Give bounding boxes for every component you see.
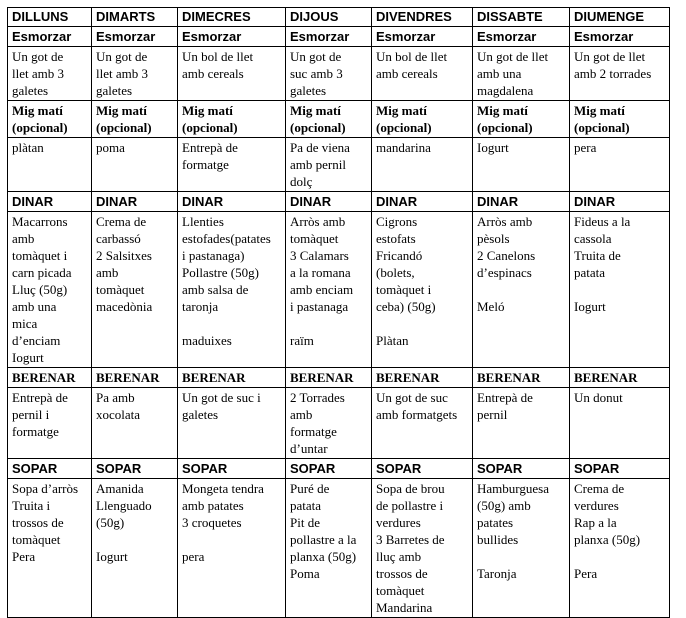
menu-item-line: (50g) amb [477, 498, 531, 513]
meal-items-row [8, 479, 670, 618]
menu-cell-saturday [473, 138, 570, 192]
menu-item-line: Poma [290, 566, 320, 581]
menu-item-line: d’espinacs [477, 265, 532, 280]
meal-label: DINAR [473, 192, 570, 212]
weekly-menu-table [7, 7, 670, 618]
menu-item-line: Lluç (50g) [12, 282, 68, 297]
menu-item-line: pollastre a la [290, 532, 357, 547]
menu-item-line: Sopa d’arròs [12, 481, 79, 496]
menu-item-line: verdures [376, 515, 421, 530]
menu-item-line: 2 Salsitxes [96, 248, 152, 263]
menu-item-line: Puré de [290, 481, 330, 496]
menu-item-line: Cigrons [376, 214, 418, 229]
meal-items-row [8, 47, 670, 101]
menu-item-line [376, 315, 470, 332]
menu-item-line: lluç amb [376, 549, 422, 564]
meal-label: Mig matí (opcional) [372, 101, 473, 138]
menu-item-line: xocolata [96, 407, 141, 422]
meal-label: Mig matí (opcional) [92, 101, 178, 138]
menu-item-line [182, 531, 283, 548]
menu-cell-saturday [473, 479, 570, 618]
menu-item-line: amb una [477, 66, 522, 81]
menu-item-line: amb cereals [182, 66, 244, 81]
menu-item-line: pernil i [12, 407, 50, 422]
menu-item-line: (bolets, [376, 265, 415, 280]
menu-item-line: Fricandó [376, 248, 423, 263]
menu-item-line: patates [477, 515, 514, 530]
meal-label: BERENAR [473, 368, 570, 388]
menu-item-line: Truita de [574, 248, 621, 263]
menu-item-line: Taronja [477, 566, 517, 581]
menu-cell-monday [8, 138, 92, 192]
menu-item-line: amb [290, 407, 313, 422]
menu-item-line: estofades(patates [182, 231, 271, 246]
menu-item-line: Pa amb [96, 390, 135, 405]
menu-item-line: Truita i [12, 498, 51, 513]
menu-item-line: Llenguado [96, 498, 152, 513]
menu-item-line: tomàquet i [12, 248, 68, 263]
menu-item-line: amb [96, 265, 119, 280]
meal-label: SOPAR [178, 459, 286, 479]
menu-table-body [8, 8, 670, 618]
meal-label: BERENAR [178, 368, 286, 388]
menu-item-line: planxa (50g) [574, 532, 641, 547]
menu-item-line: Hamburguesa [477, 481, 549, 496]
menu-cell-tuesday [92, 138, 178, 192]
menu-item-line: amb salsa de [182, 282, 249, 297]
meal-label: Esmorzar [8, 27, 92, 47]
menu-cell-monday [8, 47, 92, 101]
menu-item-line: maduixes [182, 333, 232, 348]
meal-label: Esmorzar [178, 27, 286, 47]
meal-label: BERENAR [8, 368, 92, 388]
menu-item-line: raïm [290, 333, 314, 348]
menu-item-line: Arròs amb [477, 214, 533, 229]
meal-header-row [8, 192, 670, 212]
menu-item-line: galetes [12, 83, 49, 98]
menu-cell-sunday [570, 388, 670, 459]
meal-header-row [8, 368, 670, 388]
menu-cell-tuesday [92, 47, 178, 101]
menu-item-line: Un got de [290, 49, 342, 64]
meal-label: Esmorzar [570, 27, 670, 47]
menu-cell-thursday [286, 138, 372, 192]
menu-cell-saturday [473, 47, 570, 101]
menu-item-line: 2 Torrades [290, 390, 345, 405]
menu-item-line [477, 548, 567, 565]
meal-label: DINAR [92, 192, 178, 212]
menu-item-line: carn picada [12, 265, 72, 280]
menu-item-line [574, 281, 667, 298]
menu-item-line: magdalena [477, 83, 534, 98]
menu-cell-tuesday [92, 388, 178, 459]
menu-item-line: planxa (50g) [290, 549, 357, 564]
menu-item-line: Crema de [96, 214, 147, 229]
menu-cell-tuesday [92, 212, 178, 368]
menu-item-line: llet amb 3 [96, 66, 148, 81]
menu-item-line: Iogurt [96, 549, 128, 564]
menu-item-line: formatge [12, 424, 59, 439]
menu-item-line: dolç [290, 174, 313, 189]
menu-item-line: Pa de viena [290, 140, 350, 155]
menu-item-line: Rap a la [574, 515, 617, 530]
menu-cell-thursday [286, 47, 372, 101]
menu-item-line: d’enciam [12, 333, 61, 348]
meal-items-row [8, 212, 670, 368]
menu-item-line: Meló [477, 299, 505, 314]
menu-cell-saturday [473, 388, 570, 459]
meal-label: SOPAR [473, 459, 570, 479]
menu-cell-thursday [286, 212, 372, 368]
meal-header-row [8, 459, 670, 479]
menu-item-line: mandarina [376, 140, 431, 155]
menu-item-line: Un got de [12, 49, 64, 64]
meal-label: BERENAR [92, 368, 178, 388]
meal-label: Mig matí (opcional) [286, 101, 372, 138]
menu-cell-monday [8, 212, 92, 368]
menu-item-line: ceba) (50g) [376, 299, 436, 314]
day-header-row [8, 8, 670, 27]
menu-item-line: taronja [182, 299, 219, 314]
menu-item-line: amb patates [182, 498, 244, 513]
meal-label: SOPAR [92, 459, 178, 479]
menu-item-line: amb 2 torrades [574, 66, 652, 81]
menu-item-line: trossos de [12, 515, 64, 530]
meal-items-row [8, 388, 670, 459]
menu-item-line: macedònia [96, 299, 153, 314]
menu-item-line: poma [96, 140, 125, 155]
menu-item-line: pera [182, 549, 205, 564]
menu-item-line: Entrepà de [182, 140, 238, 155]
menu-item-line: tomàquet [12, 532, 61, 547]
menu-item-line: Macarrons [12, 214, 68, 229]
menu-item-line: Pit de [290, 515, 320, 530]
menu-item-line: pera [574, 140, 597, 155]
menu-item-line: tomàquet [290, 231, 339, 246]
meal-header-row [8, 101, 670, 138]
menu-item-line: Un bol de llet [376, 49, 448, 64]
menu-cell-saturday [473, 212, 570, 368]
meal-label: Esmorzar [92, 27, 178, 47]
menu-item-line [182, 315, 283, 332]
menu-cell-sunday [570, 138, 670, 192]
day-header-friday: DIVENDRES [372, 8, 473, 27]
menu-item-line: galetes [182, 407, 219, 422]
menu-item-line: Un bol de llet [182, 49, 254, 64]
menu-item-line: i pastanaga) [182, 248, 245, 263]
menu-cell-friday [372, 388, 473, 459]
menu-item-line: patata [574, 265, 606, 280]
menu-cell-wednesday [178, 212, 286, 368]
menu-cell-wednesday [178, 138, 286, 192]
menu-item-line: Llenties [182, 214, 224, 229]
menu-item-line: estofats [376, 231, 416, 246]
meal-label: DINAR [372, 192, 473, 212]
meal-label: Mig matí (opcional) [570, 101, 670, 138]
menu-item-line: amb cereals [376, 66, 438, 81]
meal-label: Esmorzar [473, 27, 570, 47]
menu-item-line: 3 croquetes [182, 515, 242, 530]
menu-cell-thursday [286, 388, 372, 459]
meal-label: DINAR [8, 192, 92, 212]
meal-label: BERENAR [570, 368, 670, 388]
meal-label: SOPAR [372, 459, 473, 479]
meal-header-row [8, 27, 670, 47]
meal-label: BERENAR [286, 368, 372, 388]
menu-item-line: Mongeta tendra [182, 481, 264, 496]
menu-cell-tuesday [92, 479, 178, 618]
menu-cell-friday [372, 138, 473, 192]
menu-item-line: Fideus a la [574, 214, 631, 229]
menu-item-line: pernil [477, 407, 508, 422]
menu-item-line [477, 281, 567, 298]
meal-label: Esmorzar [286, 27, 372, 47]
menu-item-line: de pollastre i [376, 498, 444, 513]
menu-item-line: mica [12, 316, 38, 331]
menu-item-line: carbassó [96, 231, 141, 246]
day-header-thursday: DIJOUS [286, 8, 372, 27]
menu-item-line: verdures [574, 498, 619, 513]
day-header-tuesday: DIMARTS [92, 8, 178, 27]
menu-item-line: Plàtan [376, 333, 409, 348]
menu-item-line [574, 548, 667, 565]
menu-item-line: Crema de [574, 481, 625, 496]
menu-item-line: (50g) [96, 515, 125, 530]
menu-cell-sunday [570, 479, 670, 618]
menu-item-line: Arròs amb [290, 214, 346, 229]
menu-item-line: 2 Canelons [477, 248, 536, 263]
menu-cell-friday [372, 479, 473, 618]
menu-item-line: Iogurt [574, 299, 606, 314]
menu-item-line: Pollastre (50g) [182, 265, 259, 280]
meal-items-row [8, 138, 670, 192]
meal-label: SOPAR [286, 459, 372, 479]
menu-cell-friday [372, 212, 473, 368]
menu-item-line: Un got de suc i [182, 390, 261, 405]
menu-cell-wednesday [178, 479, 286, 618]
menu-item-line: a la romana [290, 265, 351, 280]
day-header-saturday: DISSABTE [473, 8, 570, 27]
menu-cell-wednesday [178, 388, 286, 459]
menu-item-line: Pera [12, 549, 36, 564]
menu-item-line: galetes [290, 83, 327, 98]
menu-cell-wednesday [178, 47, 286, 101]
menu-item-line: d’untar [290, 441, 328, 456]
meal-label: SOPAR [570, 459, 670, 479]
menu-item-line: Un got de [96, 49, 148, 64]
menu-item-line: i pastanaga [290, 299, 349, 314]
menu-item-line: amb enciam [290, 282, 354, 297]
meal-label: SOPAR [8, 459, 92, 479]
meal-label: BERENAR [372, 368, 473, 388]
meal-label: Mig matí (opcional) [8, 101, 92, 138]
menu-item-line: Pera [574, 566, 598, 581]
menu-cell-sunday [570, 212, 670, 368]
meal-label: DINAR [178, 192, 286, 212]
menu-item-line: formatge [290, 424, 337, 439]
menu-cell-sunday [570, 47, 670, 101]
menu-item-line: amb una [12, 299, 57, 314]
menu-item-line: amb [12, 231, 35, 246]
menu-item-line: Mandarina [376, 600, 433, 615]
menu-item-line: tomàquet [376, 583, 425, 598]
menu-item-line: Entrepà de [477, 390, 533, 405]
day-header-sunday: DIUMENGE [570, 8, 670, 27]
menu-item-line: 3 Calamars [290, 248, 349, 263]
menu-item-line: Amanida [96, 481, 144, 496]
menu-item-line: Iogurt [12, 350, 44, 365]
menu-item-line: llet amb 3 [12, 66, 64, 81]
menu-cell-monday [8, 388, 92, 459]
menu-item-line [96, 531, 175, 548]
menu-item-line: Un got de llet [574, 49, 646, 64]
menu-item-line: 3 Barretes de [376, 532, 445, 547]
menu-item-line: Un got de suc [376, 390, 448, 405]
menu-item-line: Un donut [574, 390, 623, 405]
menu-item-line: pèsols [477, 231, 510, 246]
menu-item-line: Iogurt [477, 140, 509, 155]
menu-item-line: plàtan [12, 140, 44, 155]
menu-item-line: cassola [574, 231, 612, 246]
menu-cell-thursday [286, 479, 372, 618]
menu-item-line: trossos de [376, 566, 428, 581]
day-header-wednesday: DIMECRES [178, 8, 286, 27]
menu-item-line [290, 315, 369, 332]
meal-label: Esmorzar [372, 27, 473, 47]
menu-cell-friday [372, 47, 473, 101]
menu-item-line: amb pernil [290, 157, 346, 172]
menu-item-line: tomàquet i [376, 282, 432, 297]
menu-item-line: amb formatgets [376, 407, 458, 422]
meal-label: DINAR [286, 192, 372, 212]
day-header-monday: DILLUNS [8, 8, 92, 27]
menu-item-line: galetes [96, 83, 133, 98]
menu-item-line: patata [290, 498, 322, 513]
menu-item-line: Entrepà de [12, 390, 68, 405]
menu-item-line: tomàquet [96, 282, 145, 297]
menu-item-line: Un got de llet [477, 49, 549, 64]
menu-item-line: bullides [477, 532, 519, 547]
meal-label: Mig matí (opcional) [473, 101, 570, 138]
menu-item-line: suc amb 3 [290, 66, 343, 81]
meal-label: DINAR [570, 192, 670, 212]
menu-cell-monday [8, 479, 92, 618]
menu-item-line: formatge [182, 157, 229, 172]
menu-item-line: Sopa de brou [376, 481, 445, 496]
meal-label: Mig matí (opcional) [178, 101, 286, 138]
